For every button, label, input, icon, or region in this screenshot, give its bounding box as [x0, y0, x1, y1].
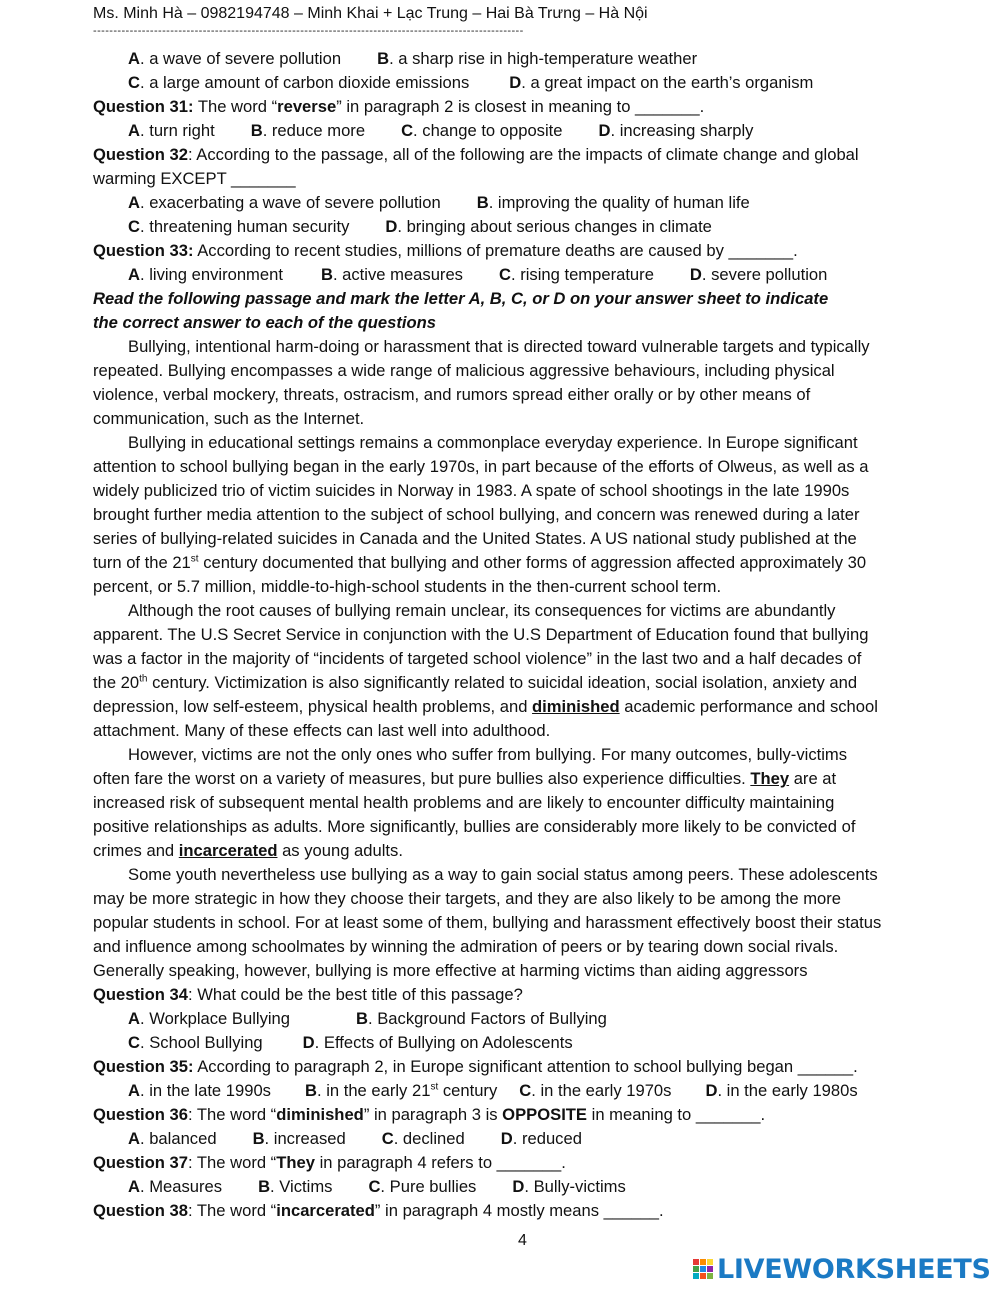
- passage-p5-line: and influence among schoolmates by winning the admiration of peers or by tearing down social rivals.: [93, 937, 839, 956]
- passage-p4-line: increased risk of subsequent mental health problems and are likely to encounter difficulty maintaining: [93, 793, 835, 812]
- passage-p4-line: However, victims are not the only ones who suffer from bullying. For many outcomes, bully-victims: [128, 745, 848, 764]
- q33-option-b[interactable]: B. active measures: [320, 265, 463, 284]
- passage-p3-line: depression, low self-esteem, physical health problems, and diminished academic performance and school: [93, 697, 878, 716]
- passage-p1-line: repeated. Bullying encompasses a wide range of malicious aggressive behaviours, including physical: [93, 361, 835, 380]
- q34-options-row1: [128, 1007, 607, 1031]
- q36-option-d[interactable]: D. reduced: [500, 1129, 582, 1148]
- q35-options: [128, 1079, 858, 1103]
- passage-p3-line: Although the root causes of bullying remain unclear, its consequences for victims are abundantly: [128, 601, 836, 620]
- passage-p5-line: Generally speaking, however, bullying is more effective at harming victims than aiding aggressors: [93, 961, 808, 980]
- logo-square: [693, 1266, 699, 1272]
- header-separator: ----------------------------------------------------------------------------------------------------------: [93, 25, 524, 37]
- passage-p2-line: widely publicized trio of victim suicides in Norway in 1983. A spate of school shootings in the late 1990s: [93, 481, 850, 500]
- question-32: Question 32: According to the passage, all of the following are the impacts of climate change and global: [93, 145, 859, 164]
- q31-option-d[interactable]: D. increasing sharply: [598, 121, 754, 140]
- question-37: Question 37: The word “They in paragraph 4 refers to _______.: [93, 1153, 566, 1172]
- q35-option-d[interactable]: D. in the early 1980s: [705, 1081, 858, 1100]
- passage-p2-line: brought further media attention to the subject of school bullying, and concern was renewed during a later: [93, 505, 860, 524]
- q33-options: [128, 263, 827, 287]
- logo-square: [700, 1273, 706, 1279]
- question-33: Question 33: According to recent studies, millions of premature deaths are caused by _______.: [93, 241, 798, 260]
- logo-square: [700, 1266, 706, 1272]
- passage-p1-line: communication, such as the Internet.: [93, 409, 365, 428]
- q35-option-c[interactable]: C. in the early 1970s: [519, 1081, 672, 1100]
- highlighted-word-incarcerated: incarcerated: [178, 841, 278, 860]
- passage-p2-line: percent, or 5.7 million, middle-to-high-school students in the then-current school term.: [93, 577, 722, 596]
- q35-option-a[interactable]: A. in the late 1990s: [128, 1081, 271, 1100]
- logo-square: [700, 1259, 706, 1265]
- passage-p2-line: series of bullying-related suicides in Canada and the United States. A US national study published at the: [93, 529, 857, 548]
- question-36: Question 36: The word “diminished” in paragraph 3 is OPPOSITE in meaning to _______.: [93, 1105, 766, 1124]
- passage-p5-line: popular students in school. For at least some of them, bullying and harassment effectively boost their status: [93, 913, 882, 932]
- q30-option-c[interactable]: C. a large amount of carbon dioxide emissions: [128, 73, 470, 92]
- q33-option-d[interactable]: D. severe pollution: [689, 265, 828, 284]
- q37-option-a[interactable]: A. Measures: [128, 1177, 223, 1196]
- q33-option-c[interactable]: C. rising temperature: [498, 265, 654, 284]
- q30-option-d[interactable]: D. a great impact on the earth’s organism: [509, 73, 814, 92]
- highlighted-word-they: They: [750, 769, 790, 788]
- instruction-line2: the correct answer to each of the questions: [93, 313, 437, 332]
- passage-p3-line: attachment. Many of these effects can last well into adulthood.: [93, 721, 551, 740]
- passage-p3-line: the 20th century. Victimization is also significantly related to suicidal ideation, social isolation, anxiety and: [93, 673, 858, 692]
- q32-option-c[interactable]: C. threatening human security: [128, 217, 350, 236]
- question-34: Question 34: What could be the best title of this passage?: [93, 985, 523, 1004]
- logo-square: [693, 1259, 699, 1265]
- q35-option-b[interactable]: B. in the early 21st century: [304, 1081, 498, 1100]
- q36-options: [128, 1127, 582, 1151]
- logo-square: [707, 1273, 713, 1279]
- q34-option-b[interactable]: B. Background Factors of Bullying: [356, 1009, 607, 1028]
- passage-p1-line: Bullying, intentional harm-doing or harassment that is directed toward vulnerable targets and typically: [128, 337, 870, 356]
- q37-options: [128, 1175, 626, 1199]
- logo-square: [707, 1259, 713, 1265]
- q34-option-a[interactable]: A. Workplace Bullying: [128, 1009, 291, 1028]
- question-32-line2: warming EXCEPT _______: [93, 169, 296, 188]
- passage-p5-line: may be more strategic in how they choose their targets, and they are also likely to be among the more: [93, 889, 842, 908]
- passage-p2-line: turn of the 21st century documented that bullying and other forms of aggression affected approximately 30: [93, 553, 867, 572]
- q34-option-d[interactable]: D. Effects of Bullying on Adolescents: [302, 1033, 573, 1052]
- question-35: Question 35: According to paragraph 2, in Europe significant attention to school bullying began ______.: [93, 1057, 858, 1076]
- q32-option-d[interactable]: D. bringing about serious changes in climate: [385, 217, 712, 236]
- q30-options-row1: [128, 47, 697, 71]
- question-31: Question 31: The word “reverse” in paragraph 2 is closest in meaning to _______.: [93, 97, 705, 116]
- passage-p4-line: crimes and incarcerated as young adults.: [93, 841, 403, 860]
- q31-option-b[interactable]: B. reduce more: [250, 121, 366, 140]
- instruction-line1: Read the following passage and mark the letter A, B, C, or D on your answer sheet to indicate: [93, 289, 829, 308]
- q37-option-b[interactable]: B. Victims: [258, 1177, 333, 1196]
- q30-options-row2: [128, 71, 813, 95]
- q34-options-row2: [128, 1031, 573, 1055]
- logo-square: [693, 1273, 699, 1279]
- passage-p3-line: was a factor in the majority of “incidents of targeted school violence” in the last two and a half decades of: [93, 649, 862, 668]
- page-header: Ms. Minh Hà – 0982194748 – Minh Khai + Lạc Trung – Hai Bà Trưng – Hà Nội: [93, 5, 648, 22]
- q32-options-row1: [128, 191, 750, 215]
- highlighted-word-diminished: diminished: [532, 697, 620, 716]
- q36-option-b[interactable]: B. increased: [252, 1129, 346, 1148]
- q31-option-c[interactable]: C. change to opposite: [401, 121, 563, 140]
- passage-p1-line: violence, verbal mockery, threats, ostracism, and rumors spread either orally or by other means of: [93, 385, 811, 404]
- q34-option-c[interactable]: C. School Bullying: [128, 1033, 263, 1052]
- page-number: 4: [518, 1232, 527, 1249]
- logo-square: [707, 1266, 713, 1272]
- q32-option-a[interactable]: A. exacerbating a wave of severe pollution: [128, 193, 441, 212]
- q31-option-a[interactable]: A. turn right: [128, 121, 215, 140]
- q31-options: [128, 119, 753, 143]
- q30-option-b[interactable]: B. a sharp rise in high-temperature weather: [377, 49, 698, 68]
- q36-option-a[interactable]: A. balanced: [128, 1129, 217, 1148]
- q30-option-a[interactable]: A. a wave of severe pollution: [128, 49, 342, 68]
- q32-options-row2: [128, 215, 712, 239]
- q37-option-c[interactable]: C. Pure bullies: [368, 1177, 477, 1196]
- passage-p4-line: often fare the worst on a variety of measures, but pure bullies also experience difficulties. They are at: [93, 769, 837, 788]
- liveworksheets-logo[interactable]: [693, 1254, 991, 1285]
- question-38: Question 38: The word “incarcerated” in paragraph 4 mostly means ______.: [93, 1201, 664, 1220]
- passage-p2-line: Bullying in educational settings remains a commonplace everyday experience. In Europe significant: [128, 433, 858, 452]
- q36-option-c[interactable]: C. declined: [381, 1129, 465, 1148]
- passage-p4-line: positive relationships as adults. More significantly, bullies are considerably more likely to be convicted of: [93, 817, 856, 836]
- liveworksheets-logo-icon: [693, 1259, 715, 1281]
- passage-p3-line: apparent. The U.S Secret Service in conjunction with the U.S Department of Education found that bullying: [93, 625, 869, 644]
- liveworksheets-logo-text: LIVEWORKSHEETS: [717, 1254, 991, 1285]
- q33-option-a[interactable]: A. living environment: [128, 265, 283, 284]
- q37-option-d[interactable]: D. Bully-victims: [512, 1177, 626, 1196]
- passage-p2-line: attention to school bullying began in the early 1970s, in part because of the efforts of Olweus, as well as a: [93, 457, 869, 476]
- passage-p5-line: Some youth nevertheless use bullying as a way to gain social status among peers. These adolescents: [128, 865, 878, 884]
- q32-option-b[interactable]: B. improving the quality of human life: [476, 193, 750, 212]
